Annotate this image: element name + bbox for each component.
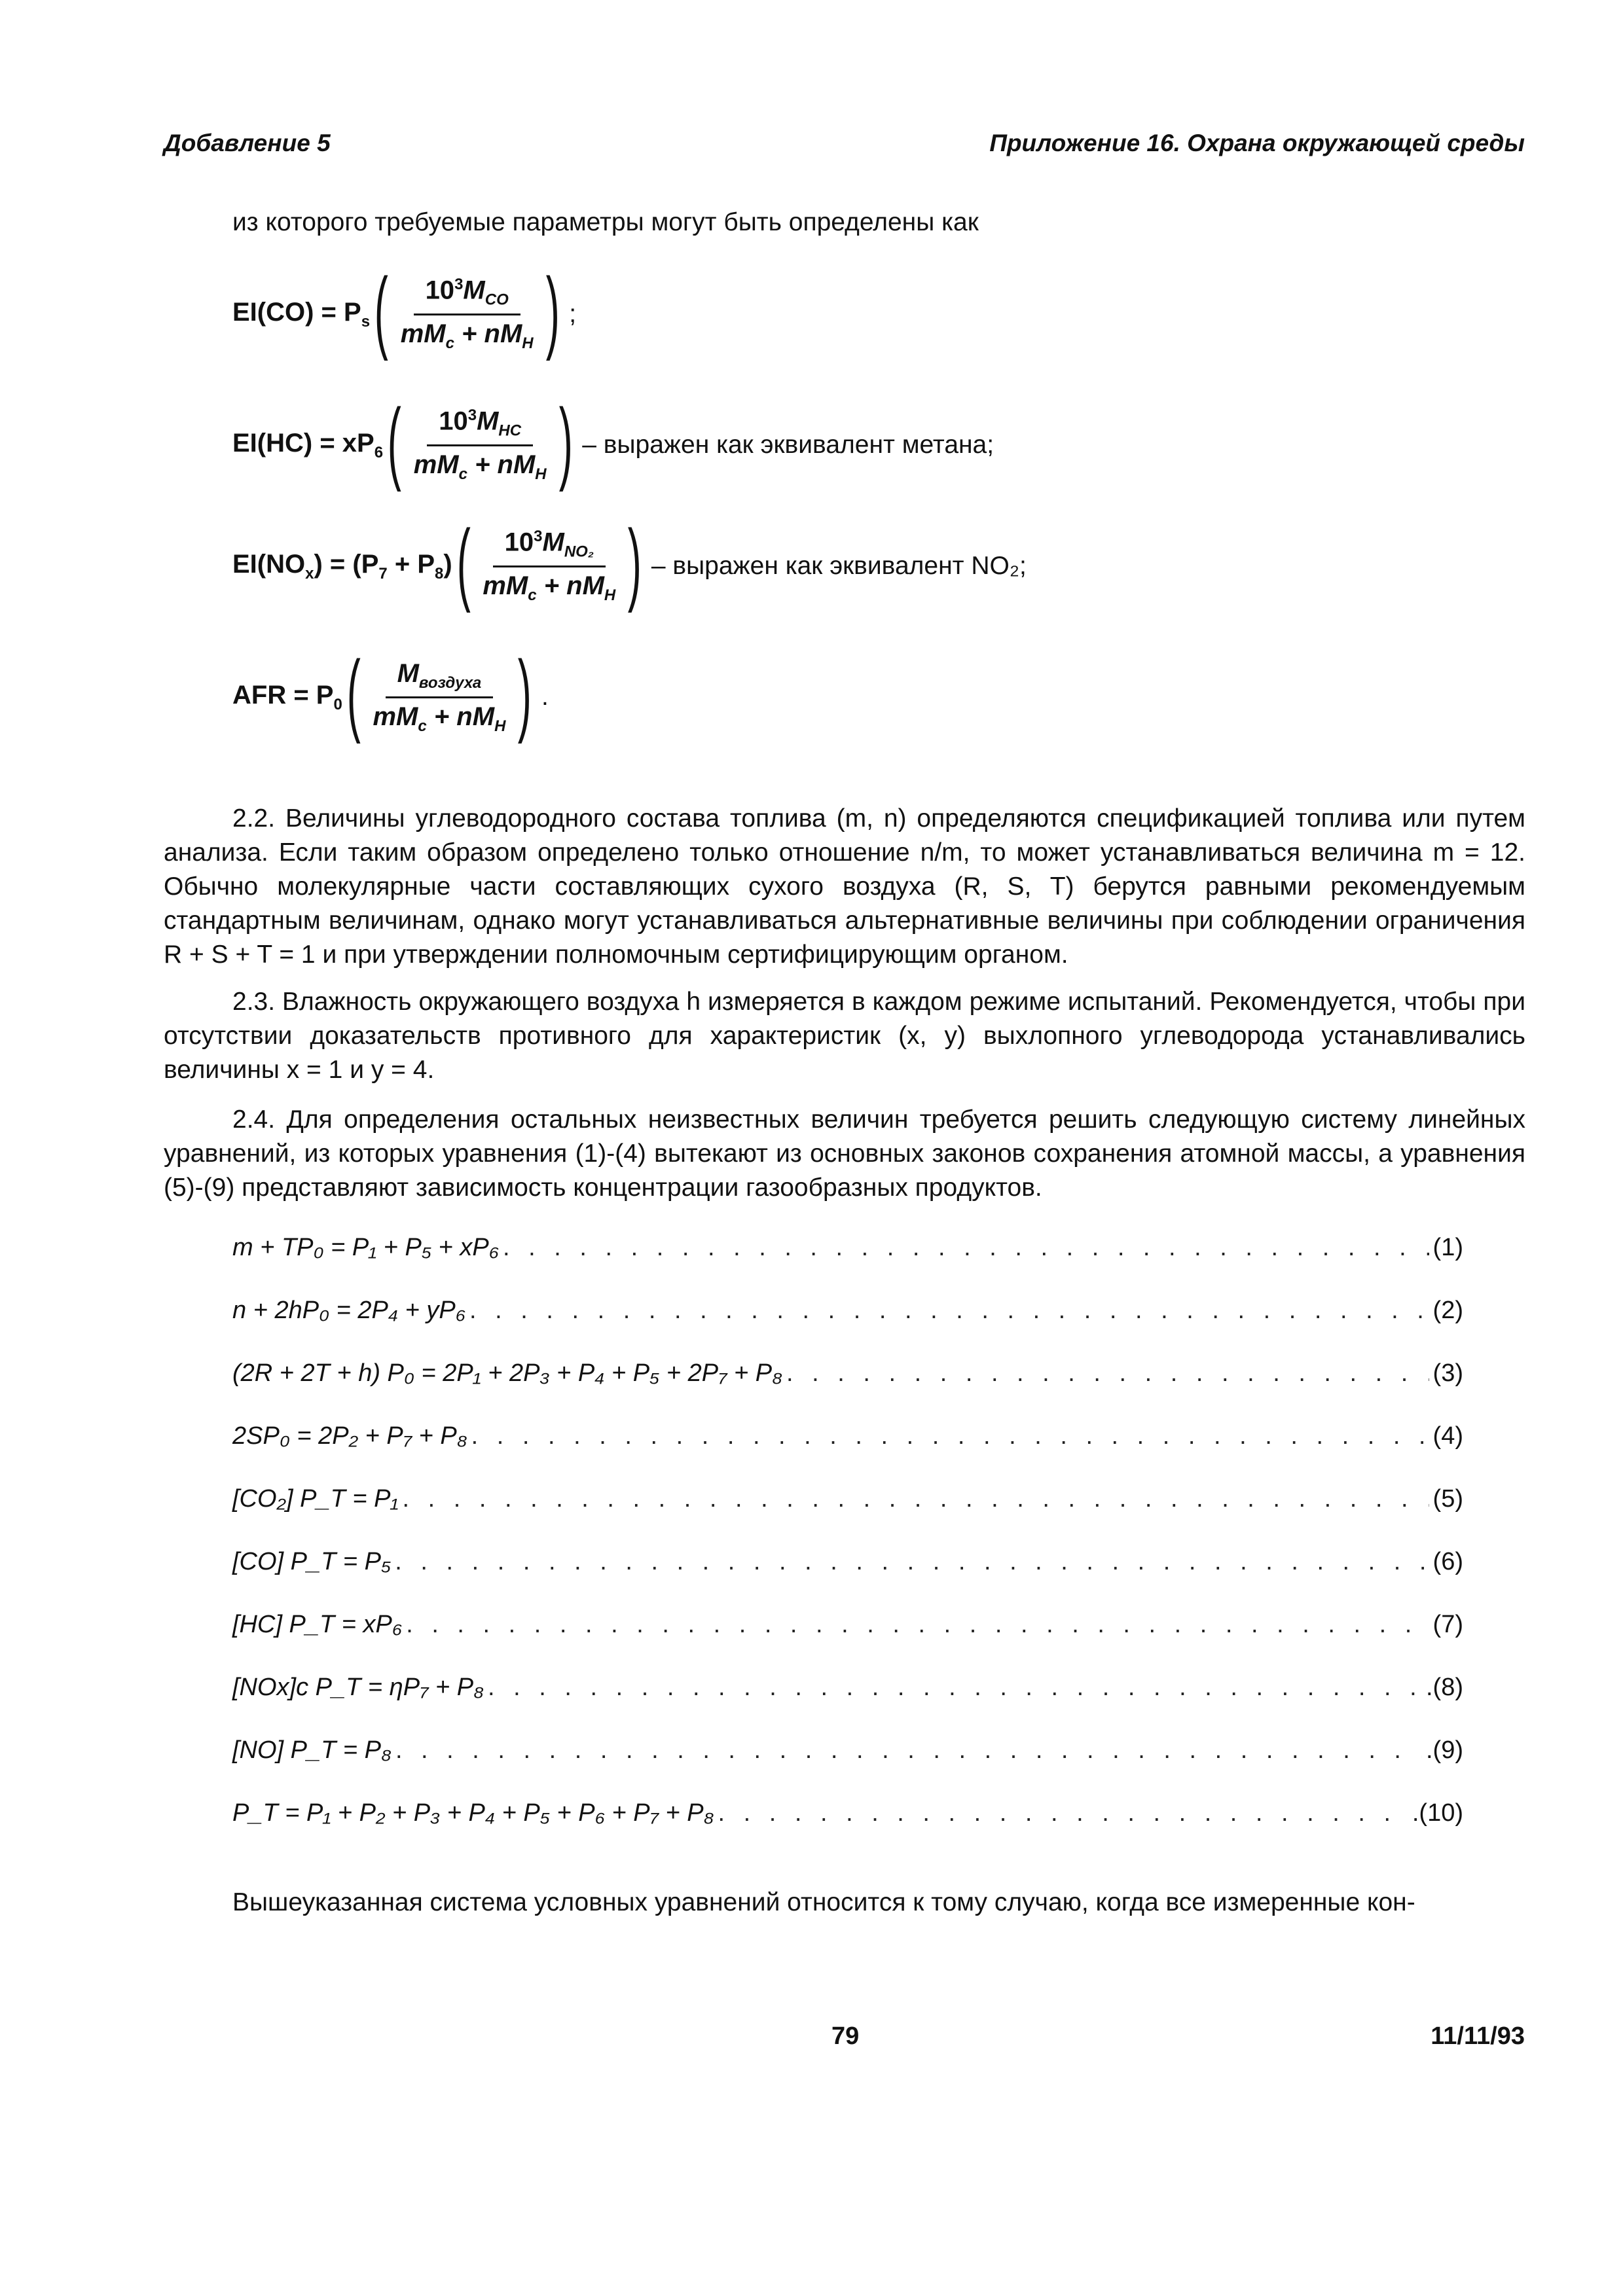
formula-afr: AFR = $P_0$ ( $\frac{M_{воздуха}}{mM_c + nM_H}$ ) . xyxy=(232,641,549,744)
closing-text: Вышеуказанная система условных уравнений относится к тому случаю, когда все измеренные кон- xyxy=(232,1888,1415,1916)
intro-text: из которого требуемые параметры могут быть определены как xyxy=(232,208,979,236)
formula-tail: ; xyxy=(569,300,577,328)
equation-row: [CO₂] P_T = P₁ . . . (5) xyxy=(232,1485,1463,1548)
equation-row: m + TP₀ = P₁ + P₅ + xP₆ . . . (1) xyxy=(232,1234,1463,1297)
formula-ei-hc: $EI(HC) = xP_6$ ( $\frac{10^3M_{HC}}{mM_c + nM_H}$ ) – выражен как эквивалент метана; xyxy=(232,389,994,492)
footer-date: 11/11/93 xyxy=(1431,2022,1525,2050)
paragraph-2-3: 2.3. Влажность окружающего воздуха h измеряется в каждом режиме испытаний. Рекомендуется, чтобы при отсутствии доказательств противного для характеристик (x, y) выхлопного углеводорода устанавливались величины x = 1 и y = 4. xyxy=(164,988,1525,1084)
page-number: 79 xyxy=(831,2022,860,2050)
equation-row: [HC] P_T = xP₆ . . . (7) xyxy=(232,1611,1463,1674)
equation-row: 2SP₀ = 2P₂ + P₇ + P₈ . . . (4) xyxy=(232,1422,1463,1485)
formula-tail: . xyxy=(541,683,549,711)
formula-tail: – выражен как эквивалент NO₂; xyxy=(651,552,1027,580)
equation-list xyxy=(232,1234,1463,1862)
paragraph-2-4: 2.4. Для определения остальных неизвестных величин требуется решить следующую систему линейных уравнений, из которых уравнения (1)-(4) вытекают из основных законов сохранения атомной массы, а уравнения (5)-(9) представляют зависимость концентрации газообразных продуктов. xyxy=(164,1105,1525,1202)
equation-row: P_T = P₁ + P₂ + P₃ + P₄ + P₅ + P₆ + P₇ + P₈ . . . .(10) xyxy=(232,1799,1463,1862)
equation-row: [NOx]c P_T = ηP₇ + P₈ . . . .(8) xyxy=(232,1674,1463,1736)
formula-ei-co: $EI(CO) = P_s$ ( $\frac{10^3M_{CO}}{mM_c + nM_H}$ ) ; xyxy=(232,259,577,361)
header-left: Добавление 5 xyxy=(164,130,331,156)
equation-row: [NO] P_T = P₈ . . . .(9) xyxy=(232,1736,1463,1799)
equation-row: n + 2hP₀ = 2P₄ + yP₆ . . . (2) xyxy=(232,1297,1463,1359)
formula-lhs: $EI(CO) = P_s$ xyxy=(232,297,371,331)
equation-row: (2R + 2T + h) P₀ = 2P₁ + 2P₃ + P₄ + P₅ + 2P₇ + P₈ . . . (3) xyxy=(232,1359,1463,1422)
equation-row: [CO] P_T = P₅ . . . (6) xyxy=(232,1548,1463,1611)
formula-tail: – выражен как эквивалент метана; xyxy=(582,431,994,459)
header-right: Приложение 16. Охрана окружающей среды xyxy=(989,130,1525,156)
paragraph-2-2: 2.2. Величины углеводородного состава топлива (m, n) определяются спецификацией топлива или путем анализа. Если таким образом определено только отношение n/m, то может устанавливаться величина m = 12. Обычно молекулярные части составляющих сухого воздуха (R, S, T) берутся равными рекомендуемым стандартным величинам, однако могут устанавливаться альтернативные величины при соблюдении ограничения R + S + T = 1 и при утверждении полномочным сертифицирующим органом. xyxy=(164,804,1525,969)
formula-fraction: $\frac{10^3M_{CO}}{mM_c + nM_H}$ xyxy=(400,276,534,352)
formula-ei-nox: $EI(NO_x) = (P_7 + P_8)$ ( $\frac{10^3M_{NO_2}}{mM_c + nM_H}$ ) – выражен как эквивалент NO₂; xyxy=(232,511,1027,613)
